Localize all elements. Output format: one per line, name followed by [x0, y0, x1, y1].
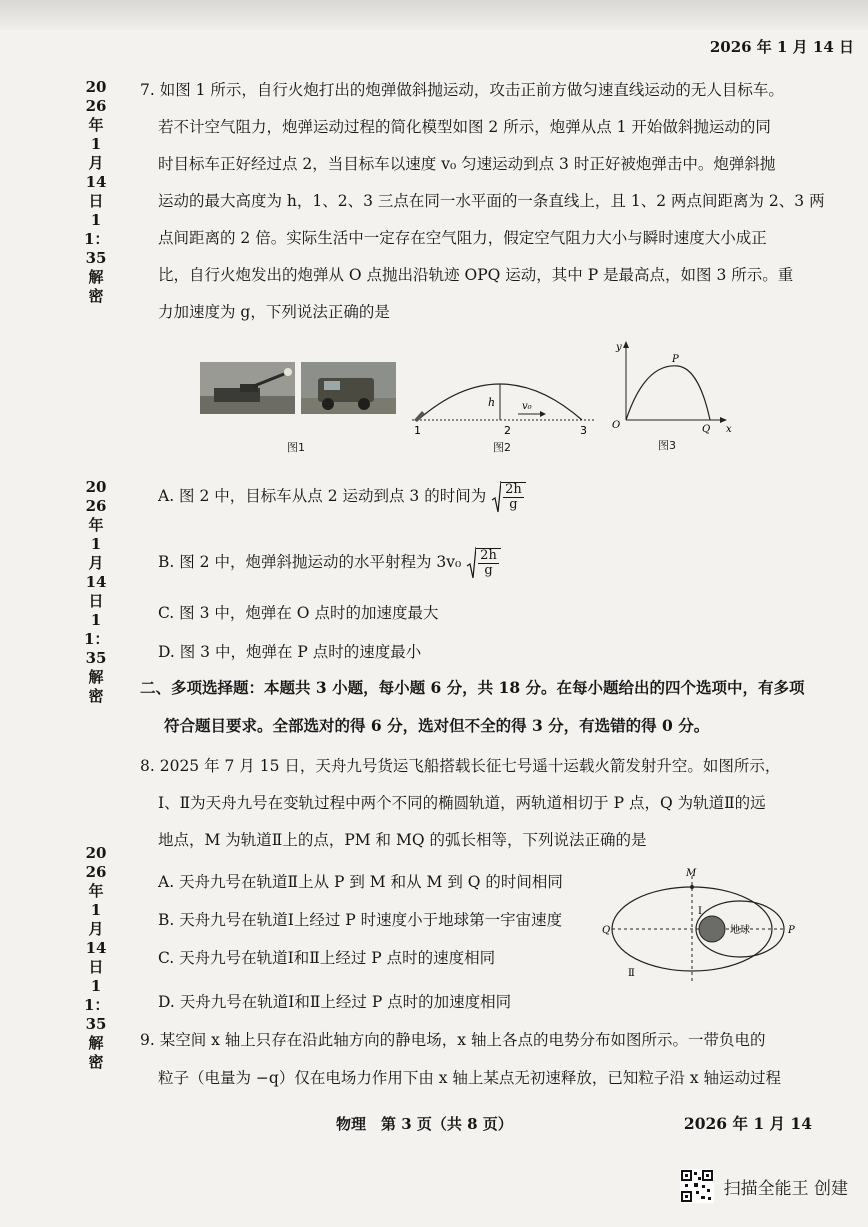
q7-option-a: [158, 480, 526, 514]
q7-line-5: 点间距离的 2 倍。实际生活中一定存在空气阻力，假定空气阻力大小与瞬时速度大小成正: [158, 229, 767, 247]
margin-stamp: 2026年1月14日11：35解密: [84, 478, 110, 705]
fraction-denominator: g: [484, 563, 493, 578]
q7-line-7: 力加速度为 g，下列说法正确的是: [158, 303, 390, 321]
scan-edge: [0, 0, 868, 30]
figure-3: [606, 338, 736, 438]
fig3-label-y: y: [616, 342, 622, 353]
fig2-label-v0: v₀: [522, 401, 532, 412]
fig3-label-o: O: [612, 420, 621, 431]
fig3-label-p: P: [672, 354, 679, 365]
radical-sign-icon: [491, 480, 501, 514]
fig2-label-1: 1: [414, 424, 421, 437]
figure-1: [200, 360, 396, 416]
q7-option-a-text: A. 图 2 中，目标车从点 2 运动到点 3 的时间为: [158, 487, 487, 505]
orbit-label-q: Q: [602, 925, 611, 936]
orbit-label-2: Ⅱ: [628, 968, 635, 979]
section-2-line-1: 二、多项选择题：本题共 3 小题，每小题 6 分，共 18 分。在每小题给出的四个选项中，有多项: [140, 678, 805, 697]
scanner-label: 扫描全能王 创建: [723, 1178, 848, 1199]
figure-2-trajectory: [400, 360, 600, 440]
figure-3-caption: 图3: [658, 439, 676, 452]
q8-line-3: 地点，M 为轨道Ⅱ上的点，PM 和 MQ 的弧长相等，下列说法正确的是: [158, 831, 647, 849]
figure-2: [400, 360, 600, 440]
orbit-label-earth: 地球: [730, 925, 750, 936]
orbit-label-1: Ⅰ: [698, 906, 702, 917]
q8-line-1: 8. 2025 年 7 月 15 日，天舟九号货运飞船搭载长征七号遥十运载火箭发射升空。如图所示，: [140, 757, 781, 775]
fig2-label-2: 2: [504, 424, 511, 437]
figure-1-photos: [200, 360, 396, 416]
orbit-label-p: P: [788, 925, 795, 936]
sqrt-expression: [466, 546, 501, 580]
fraction-numerator: 2h: [480, 548, 497, 563]
q7-option-c: C. 图 3 中，炮弹在 O 点时的加速度最大: [158, 604, 439, 622]
header-date: 2026 年 1 月 14 日: [709, 38, 854, 56]
fig2-label-h: h: [488, 396, 496, 409]
q8-option-d: D. 天舟九号在轨道Ⅰ和Ⅱ上经过 P 点时的加速度相同: [158, 993, 512, 1011]
margin-stamp: 2026年1月14日11：35解密: [84, 78, 110, 305]
orbit-figure: [600, 862, 800, 992]
q7-option-d: D. 图 3 中，炮弹在 P 点时的速度最小: [158, 643, 422, 661]
q8-option-a: A. 天舟九号在轨道Ⅱ上从 P 到 M 和从 M 到 Q 的时间相同: [158, 873, 563, 891]
q7-line-4: 运动的最大高度为 h，1、2、3 三点在同一水平面的一条直线上，且 1、2 两点间距离为 2、3 两: [158, 192, 825, 210]
footer-page-info: 物理 第 3 页（共 8 页）: [336, 1115, 513, 1133]
fraction: [476, 548, 501, 578]
sqrt-expression: [491, 480, 526, 514]
orbit-label-m: M: [686, 868, 697, 879]
fraction-numerator: 2h: [505, 482, 522, 497]
figure-3-trajectory: [606, 338, 736, 438]
q7-line-1: 7. 如图 1 所示，自行火炮打出的炮弹做斜抛运动，攻击正前方做匀速直线运动的无人目标车。: [140, 81, 784, 99]
figure-2-caption: 图2: [493, 441, 511, 454]
fraction-denominator: g: [509, 497, 518, 512]
section-2-line-2: 符合题目要求。全部选对的得 6 分，选对但不全的得 3 分，有选错的得 0 分。: [164, 716, 710, 735]
q9-line-1: 9. 某空间 x 轴上只存在沿此轴方向的静电场，x 轴上各点的电势分布如图所示。一带负电的: [140, 1031, 766, 1049]
fig3-label-q: Q: [702, 424, 711, 435]
q7-option-b: [158, 546, 501, 580]
q9-line-2: 粒子（电量为 −q）仅在电场力作用下由 x 轴上某点无初速释放，已知粒子沿 x 轴运动过程: [158, 1069, 782, 1087]
q7-line-6: 比，自行火炮发出的炮弹从 O 点抛出沿轨迹 OPQ 运动，其中 P 是最高点，如图 3 所示。重: [158, 266, 794, 284]
q8-option-c: C. 天舟九号在轨道Ⅰ和Ⅱ上经过 P 点时的速度相同: [158, 949, 496, 967]
q8-option-b: B. 天舟九号在轨道Ⅰ上经过 P 时速度小于地球第一宇宙速度: [158, 911, 563, 929]
footer-date: 2026 年 1 月 14: [683, 1114, 812, 1133]
fig3-label-x: x: [726, 424, 732, 435]
qr-code-icon: [680, 1169, 714, 1203]
scanner-watermark: [680, 1169, 848, 1203]
margin-stamp: 2026年1月14日11：35解密: [84, 844, 110, 1071]
q7-option-b-text: B. 图 2 中，炮弹斜抛运动的水平射程为 3v₀: [158, 553, 462, 571]
fig2-label-3: 3: [580, 424, 587, 437]
orbit-diagram: [600, 862, 800, 992]
figure-1-caption: 图1: [287, 441, 305, 454]
q7-line-2: 若不计空气阻力，炮弹运动过程的简化模型如图 2 所示，炮弹从点 1 开始做斜抛运动的同: [158, 118, 771, 136]
fraction: [501, 482, 526, 512]
radical-sign-icon: [466, 546, 476, 580]
q7-line-3: 时目标车正好经过点 2，当目标车以速度 v₀ 匀速运动到点 3 时正好被炮弹击中。炮弹斜抛: [158, 155, 776, 173]
q8-line-2: Ⅰ、Ⅱ为天舟九号在变轨过程中两个不同的椭圆轨道，两轨道相切于 P 点，Q 为轨道Ⅱ的远: [158, 794, 766, 812]
